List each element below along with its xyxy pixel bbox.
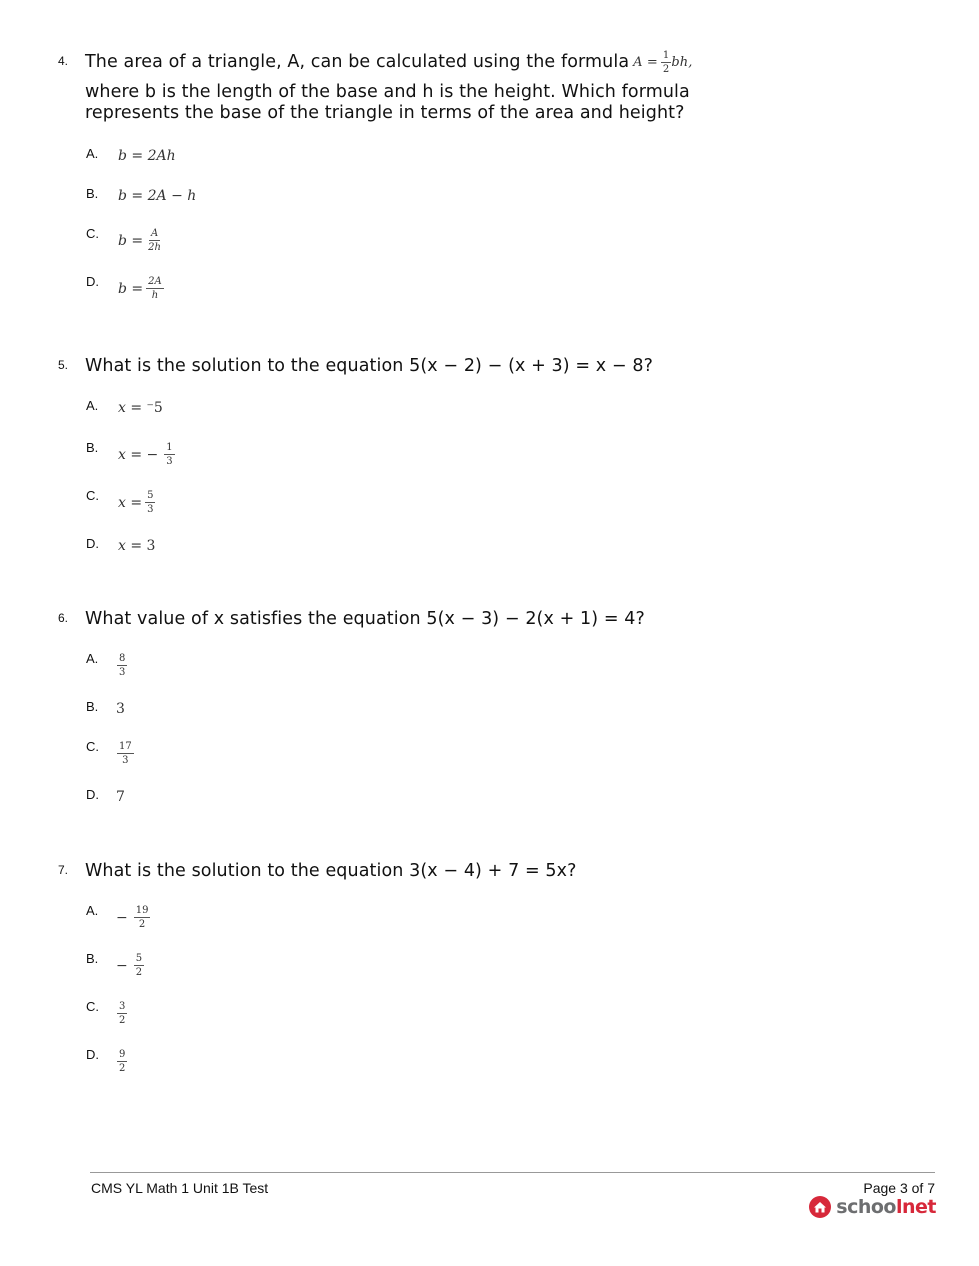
footer-test-title: CMS YL Math 1 Unit 1B Test (91, 1180, 269, 1196)
question-text: What value of x satisfies the equation 5(x − 3) − 2(x + 1) = 4? (85, 609, 645, 629)
brand-wordmark: schoolnet (836, 1196, 936, 1218)
house-icon (808, 1195, 832, 1219)
question-text-rest: where b is the length of the base and h is the height. Which formula represents the base of the triangle in terms of the area and height? (85, 82, 690, 123)
question-text (85, 52, 745, 124)
question-text-line1: The area of a triangle, A, can be calculated using the formula (85, 52, 630, 72)
question-number: 4. (58, 54, 69, 68)
question-number: 5. (58, 358, 69, 372)
question-number: 7. (58, 863, 69, 877)
footer-divider (90, 1172, 935, 1173)
footer-page-label: Page 3 of 7 (863, 1180, 935, 1196)
question-text: What is the solution to the equation 5(x − 2) − (x + 3) = x − 8? (85, 356, 653, 376)
schoolnet-logo (808, 1195, 936, 1219)
question-text: What is the solution to the equation 3(x − 4) + 7 = 5x? (85, 861, 577, 881)
question-number: 6. (58, 611, 69, 625)
area-formula: A = $\frac{1}{2}$ bh, (633, 50, 693, 75)
